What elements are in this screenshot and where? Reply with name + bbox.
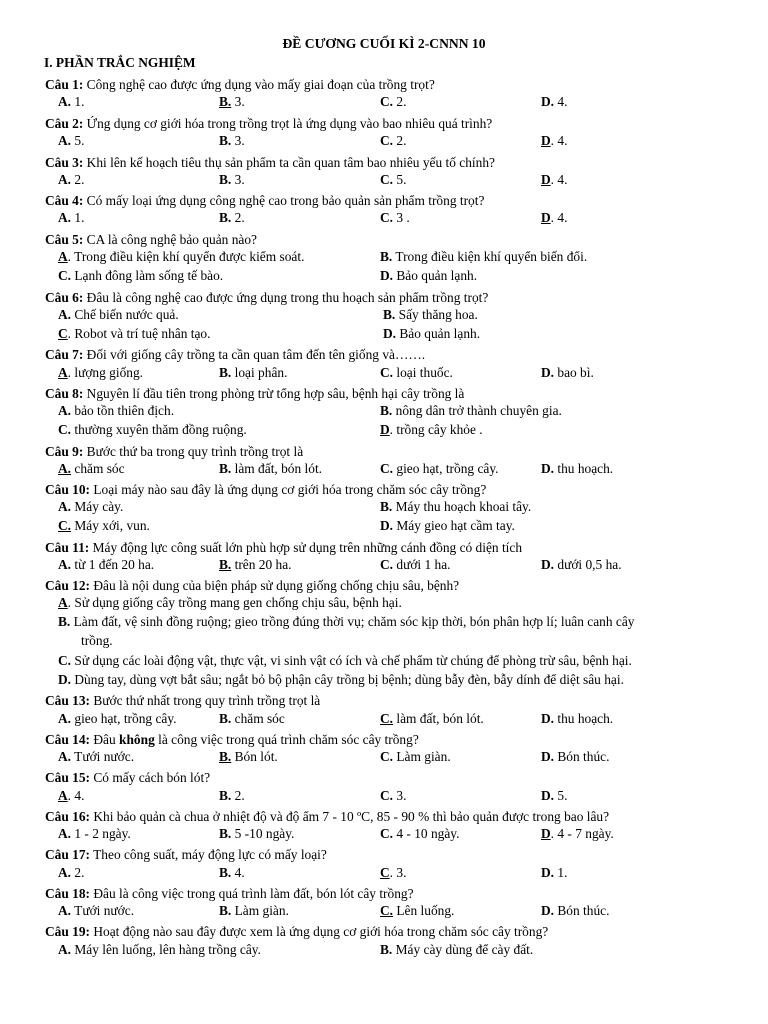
question-label: Câu 3: bbox=[45, 155, 84, 170]
option-letter: B. bbox=[380, 403, 393, 418]
option-10-a bbox=[58, 499, 123, 515]
option-text: trồng. bbox=[81, 633, 113, 648]
option-text: chăm sóc bbox=[231, 711, 285, 726]
option-letter: B. bbox=[219, 94, 232, 109]
option-3-c bbox=[380, 172, 406, 188]
option-text: dưới 1 ha. bbox=[393, 557, 451, 572]
option-letter: B. bbox=[219, 172, 232, 187]
option-letter: C. bbox=[58, 422, 72, 437]
question-18 bbox=[45, 884, 768, 903]
option-9-b bbox=[219, 461, 322, 477]
question-label: Câu 2: bbox=[45, 116, 84, 131]
option-7-d bbox=[541, 365, 594, 381]
option-10-b bbox=[380, 499, 531, 515]
question-label: Câu 6: bbox=[45, 290, 84, 305]
option-letter: A. bbox=[58, 499, 72, 514]
question-text: Hoạt động nào sau đây được xem là ứng dụng cơ giới hóa trong chăm sóc cây trồng? bbox=[90, 924, 549, 939]
option-text: 4 - 10 ngày. bbox=[393, 826, 460, 841]
option-15-a bbox=[58, 788, 84, 804]
option-6-a bbox=[58, 307, 179, 323]
option-letter: B. bbox=[380, 249, 393, 264]
option-text: . Robot và trí tuệ nhân tạo. bbox=[67, 326, 211, 341]
question-text: Khi lên kế hoạch tiêu thụ sản phẩm ta cần quan tâm bao nhiêu yếu tố chính? bbox=[83, 155, 495, 170]
option-letter: D. bbox=[541, 711, 555, 726]
option-text: thường xuyên thăm đồng ruộng. bbox=[71, 422, 247, 437]
question-9 bbox=[45, 442, 768, 461]
option-8-b bbox=[380, 403, 562, 419]
option-5-d bbox=[380, 268, 477, 284]
question-text: Bước thứ nhất trong quy trình trồng trọt là bbox=[90, 693, 321, 708]
option-letter: A bbox=[58, 249, 68, 264]
option-text: nông dân trở thành chuyên gia. bbox=[392, 403, 562, 418]
option-text: loại thuốc. bbox=[393, 365, 453, 380]
option-11-d bbox=[541, 557, 622, 573]
option-text: 3. bbox=[231, 94, 245, 109]
option-letter: C. bbox=[380, 365, 394, 380]
option-letter: D bbox=[541, 210, 551, 225]
option-letter: B. bbox=[380, 499, 393, 514]
option-text: . 3. bbox=[389, 865, 407, 880]
option-18-a bbox=[58, 903, 134, 919]
option-10-c bbox=[58, 518, 150, 534]
question-text: Đâu là nội dung của biện pháp sử dụng giống chống chịu sâu, bệnh? bbox=[90, 578, 460, 593]
option-text: . 4. bbox=[67, 788, 85, 803]
option-letter: C. bbox=[58, 653, 72, 668]
option-13-a bbox=[58, 711, 177, 727]
option-9-d bbox=[541, 461, 613, 477]
option-letter: B. bbox=[383, 307, 396, 322]
option-17-b bbox=[219, 865, 245, 881]
question-16 bbox=[45, 807, 768, 826]
option-letter: D. bbox=[380, 518, 394, 533]
question-13 bbox=[45, 691, 768, 710]
option-8-a bbox=[58, 403, 174, 419]
question-8 bbox=[45, 384, 768, 403]
option-text: thu hoạch. bbox=[554, 461, 614, 476]
option-17-a bbox=[58, 865, 84, 881]
option-letter: A bbox=[58, 595, 68, 610]
option-18-c bbox=[380, 903, 454, 919]
option-letter: B. bbox=[219, 461, 232, 476]
question-19 bbox=[45, 922, 768, 941]
option-text: chăm sóc bbox=[71, 461, 125, 476]
question-label: Câu 14: bbox=[45, 732, 91, 747]
option-letter: C. bbox=[380, 94, 394, 109]
option-text: 1. bbox=[554, 865, 568, 880]
option-text: Bón thúc. bbox=[554, 903, 610, 918]
option-13-b bbox=[219, 711, 285, 727]
option-text: Bón lót. bbox=[231, 749, 278, 764]
question-label: Câu 12: bbox=[45, 578, 91, 593]
option-text: Máy gieo hạt cầm tay. bbox=[393, 518, 515, 533]
option-11-b bbox=[219, 557, 292, 573]
option-text: Làm đất, vệ sinh đồng ruộng; gieo trồng đúng thời vụ; chăm sóc kịp thời, bón phân hợp lí; luân canh cây bbox=[70, 614, 635, 629]
option-12-1 bbox=[58, 595, 402, 611]
option-text: Sử dụng các loài động vật, thực vật, vi sinh vật có ích và chế phẩm từ chúng để phòng trừ sâu, bệnh hại. bbox=[71, 653, 632, 668]
question-text: Đối với giống cây trồng ta cần quan tâm đến tên giống và……. bbox=[83, 347, 426, 362]
question-text: Công nghệ cao được ứng dụng vào mấy giai đoạn của trồng trọt? bbox=[83, 77, 435, 92]
option-letter: A. bbox=[58, 403, 72, 418]
option-9-c bbox=[380, 461, 499, 477]
option-text: 3. bbox=[231, 133, 245, 148]
question-label: Câu 7: bbox=[45, 347, 84, 362]
question-text: CA là công nghệ bảo quản nào? bbox=[83, 232, 257, 247]
option-15-b bbox=[219, 788, 245, 804]
question-label: Câu 19: bbox=[45, 924, 91, 939]
question-text: Máy động lực công suất lớn phù hợp sử dụng trên những cánh đồng có diện tích bbox=[89, 540, 523, 555]
option-text: . 4. bbox=[550, 172, 568, 187]
option-letter: C. bbox=[58, 518, 72, 533]
option-text: Bảo quản lạnh. bbox=[393, 268, 478, 283]
question-text: Nguyên lí đầu tiên trong phòng trừ tổng hợp sâu, bệnh hại cây trồng là bbox=[83, 386, 465, 401]
question-label: Câu 13: bbox=[45, 693, 91, 708]
option-16-b bbox=[219, 826, 294, 842]
option-letter: A. bbox=[58, 903, 72, 918]
question-label: Câu 1: bbox=[45, 77, 84, 92]
option-text: Máy lên luống, lên hàng trồng cây. bbox=[71, 942, 261, 957]
option-letter: C. bbox=[380, 711, 394, 726]
option-text: 1. bbox=[71, 210, 85, 225]
question-5 bbox=[45, 230, 768, 249]
option-13-c bbox=[380, 711, 484, 727]
question-3 bbox=[45, 153, 768, 172]
option-12-5 bbox=[58, 672, 624, 688]
option-text: 3. bbox=[393, 788, 407, 803]
option-text: bao bì. bbox=[554, 365, 594, 380]
option-text: loại phân. bbox=[231, 365, 288, 380]
option-letter: C. bbox=[380, 210, 394, 225]
option-letter: B. bbox=[380, 942, 393, 957]
option-text: 2. bbox=[231, 210, 245, 225]
option-letter: B. bbox=[219, 788, 232, 803]
question-text: Ứng dụng cơ giới hóa trong trồng trọt là ứng dụng vào bao nhiêu quá trình? bbox=[83, 116, 493, 131]
option-19-a bbox=[58, 942, 261, 958]
question-6 bbox=[45, 288, 768, 307]
option-letter: A. bbox=[58, 711, 72, 726]
option-letter: D. bbox=[541, 788, 555, 803]
question-text: Đâu là công việc trong quá trình làm đất, bón lót cây trồng? bbox=[90, 886, 414, 901]
option-15-c bbox=[380, 788, 406, 804]
section-heading: I. PHẦN TRẮC NGHIỆM bbox=[44, 55, 196, 70]
option-text: trên 20 ha. bbox=[231, 557, 292, 572]
option-text: 1. bbox=[71, 94, 85, 109]
option-letter: C. bbox=[380, 172, 394, 187]
question-7 bbox=[45, 345, 768, 364]
question-1 bbox=[45, 75, 768, 94]
option-letter: A bbox=[58, 788, 68, 803]
option-15-d bbox=[541, 788, 567, 804]
option-letter: D. bbox=[541, 365, 555, 380]
option-16-c bbox=[380, 826, 459, 842]
option-6-d bbox=[383, 326, 480, 342]
option-letter: A bbox=[58, 365, 68, 380]
option-letter: D. bbox=[383, 326, 397, 341]
option-12-3 bbox=[81, 633, 113, 649]
question-text: Đâu là công nghệ cao được ứng dụng trong thu hoạch sản phẩm trồng trọt? bbox=[83, 290, 489, 305]
option-letter: C bbox=[58, 326, 68, 341]
option-letter: B. bbox=[219, 365, 232, 380]
option-text: 2. bbox=[71, 172, 85, 187]
option-letter: B. bbox=[219, 865, 232, 880]
option-text: Làm giàn. bbox=[393, 749, 451, 764]
option-letter: D. bbox=[541, 865, 555, 880]
option-text: 2. bbox=[393, 94, 407, 109]
question-text: Đâu bbox=[90, 732, 120, 747]
option-letter: C. bbox=[380, 749, 394, 764]
question-label: Câu 11: bbox=[45, 540, 90, 555]
option-11-c bbox=[380, 557, 451, 573]
question-text: Theo công suất, máy động lực có mấy loại? bbox=[90, 847, 327, 862]
option-letter: C. bbox=[58, 268, 72, 283]
option-17-d bbox=[541, 865, 567, 881]
question-2 bbox=[45, 114, 768, 133]
option-2-c bbox=[380, 133, 406, 149]
option-text: Làm giàn. bbox=[231, 903, 289, 918]
option-2-a bbox=[58, 133, 84, 149]
option-3-a bbox=[58, 172, 84, 188]
option-text: 5 -10 ngày. bbox=[231, 826, 295, 841]
option-7-c bbox=[380, 365, 453, 381]
question-text: là công việc trong quá trình chăm sóc cây trồng? bbox=[154, 732, 419, 747]
option-letter: C. bbox=[380, 557, 394, 572]
question-label: Câu 15: bbox=[45, 770, 91, 785]
question-text: Loại máy nào sau đây là ứng dụng cơ giới hóa trong chăm sóc cây trồng? bbox=[90, 482, 487, 497]
question-label: Câu 5: bbox=[45, 232, 84, 247]
option-5-c bbox=[58, 268, 223, 284]
question-label: Câu 9: bbox=[45, 444, 84, 459]
option-letter: D. bbox=[541, 461, 555, 476]
option-8-d bbox=[380, 422, 483, 438]
question-text: Có mấy loại ứng dụng công nghệ cao trong bảo quản sản phẩm trồng trọt? bbox=[83, 193, 485, 208]
option-text: . Sử dụng giống cây trồng mang gen chống chịu sâu, bệnh hại. bbox=[67, 595, 402, 610]
question-11 bbox=[45, 538, 768, 557]
option-4-a bbox=[58, 210, 84, 226]
question-label: Câu 18: bbox=[45, 886, 91, 901]
option-text: 5. bbox=[71, 133, 85, 148]
option-letter: B. bbox=[219, 557, 232, 572]
option-11-a bbox=[58, 557, 154, 573]
question-text: Có mấy cách bón lót? bbox=[90, 770, 211, 785]
option-letter: B. bbox=[219, 903, 232, 918]
option-text: bảo tồn thiên địch. bbox=[71, 403, 175, 418]
option-letter: C. bbox=[380, 133, 394, 148]
option-text: . 4 - 7 ngày. bbox=[550, 826, 614, 841]
option-5-a bbox=[58, 249, 304, 265]
option-4-c bbox=[380, 210, 410, 226]
option-letter: D. bbox=[541, 903, 555, 918]
option-14-a bbox=[58, 749, 134, 765]
option-2-b bbox=[219, 133, 245, 149]
option-text: . Trong điều kiện khí quyển được kiểm soát. bbox=[67, 249, 305, 264]
option-letter: C. bbox=[380, 788, 394, 803]
option-text: làm đất, bón lót. bbox=[231, 461, 323, 476]
option-letter: A. bbox=[58, 133, 72, 148]
option-10-d bbox=[380, 518, 515, 534]
option-text: 4. bbox=[554, 94, 568, 109]
option-letter: C. bbox=[380, 903, 394, 918]
option-14-b bbox=[219, 749, 278, 765]
question-label: Câu 8: bbox=[45, 386, 84, 401]
option-letter: C. bbox=[380, 461, 394, 476]
option-text: Máy cày dùng để cày đất. bbox=[392, 942, 534, 957]
option-letter: C. bbox=[380, 826, 394, 841]
question-emphasis: không bbox=[119, 732, 155, 747]
option-letter: B. bbox=[219, 210, 232, 225]
option-letter: A. bbox=[58, 210, 72, 225]
option-text: Bảo quản lạnh. bbox=[396, 326, 481, 341]
option-14-c bbox=[380, 749, 451, 765]
question-12 bbox=[45, 576, 768, 595]
option-4-d bbox=[541, 210, 567, 226]
option-text: Sấy thăng hoa. bbox=[395, 307, 478, 322]
option-letter: A. bbox=[58, 942, 72, 957]
option-text: . lượng giống. bbox=[67, 365, 144, 380]
option-19-b bbox=[380, 942, 533, 958]
option-12-2 bbox=[58, 614, 635, 630]
option-text: . 4. bbox=[550, 133, 568, 148]
question-label: Câu 17: bbox=[45, 847, 91, 862]
option-text: Máy xới, vun. bbox=[71, 518, 150, 533]
option-7-b bbox=[219, 365, 287, 381]
option-letter: D bbox=[541, 826, 551, 841]
option-17-c bbox=[380, 865, 406, 881]
option-letter: A. bbox=[58, 749, 72, 764]
document-title: ĐỀ CƯƠNG CUỐI KÌ 2-CNNN 10 bbox=[282, 36, 486, 51]
option-1-d bbox=[541, 94, 567, 110]
option-6-c bbox=[58, 326, 210, 342]
option-letter: A. bbox=[58, 461, 72, 476]
option-letter: D. bbox=[541, 749, 555, 764]
option-letter: B. bbox=[219, 749, 232, 764]
option-letter: D bbox=[541, 133, 551, 148]
option-5-b bbox=[380, 249, 587, 265]
option-4-b bbox=[219, 210, 245, 226]
option-letter: A. bbox=[58, 826, 72, 841]
option-text: Máy thu hoạch khoai tây. bbox=[392, 499, 532, 514]
question-10 bbox=[45, 480, 768, 499]
option-text: 2. bbox=[393, 133, 407, 148]
option-7-a bbox=[58, 365, 143, 381]
option-3-d bbox=[541, 172, 567, 188]
option-13-d bbox=[541, 711, 613, 727]
option-letter: A. bbox=[58, 94, 72, 109]
question-17 bbox=[45, 845, 768, 864]
option-text: từ 1 đến 20 ha. bbox=[71, 557, 155, 572]
option-letter: A. bbox=[58, 307, 72, 322]
option-16-a bbox=[58, 826, 131, 842]
option-text: 5. bbox=[554, 788, 568, 803]
option-1-c bbox=[380, 94, 406, 110]
option-text: Trong điều kiện khí quyển biến đổi. bbox=[392, 249, 588, 264]
option-text: 3. bbox=[231, 172, 245, 187]
option-18-b bbox=[219, 903, 289, 919]
option-letter: D bbox=[380, 422, 390, 437]
question-label: Câu 16: bbox=[45, 809, 91, 824]
question-text: Khi bảo quản cà chua ở nhiệt độ và độ ẩm 7 - 10 ºC, 85 - 90 % thì bảo quản được trong bao lâu? bbox=[90, 809, 610, 824]
option-text: 2. bbox=[71, 865, 85, 880]
option-text: 5. bbox=[393, 172, 407, 187]
option-6-b bbox=[383, 307, 478, 323]
option-letter: A. bbox=[58, 172, 72, 187]
option-text: gieo hạt, trồng cây. bbox=[71, 711, 177, 726]
option-text: 1 - 2 ngày. bbox=[71, 826, 131, 841]
option-letter: D. bbox=[58, 672, 72, 687]
option-text: 3 . bbox=[393, 210, 410, 225]
option-text: Dùng tay, dùng vợt bắt sâu; ngắt bỏ bộ phận cây trồng bị bệnh; dùng bẫy đèn, bẫy dính để diệt sâu hại. bbox=[71, 672, 624, 687]
question-15 bbox=[45, 768, 768, 787]
option-letter: D. bbox=[380, 268, 394, 283]
option-letter: A. bbox=[58, 557, 72, 572]
option-3-b bbox=[219, 172, 245, 188]
option-text: 2. bbox=[231, 788, 245, 803]
option-letter: B. bbox=[219, 711, 232, 726]
option-text: . 4. bbox=[550, 210, 568, 225]
option-text: Chế biến nước quả. bbox=[71, 307, 179, 322]
option-text: Tưới nước. bbox=[71, 903, 135, 918]
option-1-b bbox=[219, 94, 245, 110]
option-8-c bbox=[58, 422, 247, 438]
option-2-d bbox=[541, 133, 567, 149]
option-1-a bbox=[58, 94, 84, 110]
question-14 bbox=[45, 730, 768, 749]
question-text: Bước thứ ba trong quy trình trồng trọt là bbox=[83, 444, 304, 459]
option-text: Tưới nước. bbox=[71, 749, 135, 764]
option-16-d bbox=[541, 826, 614, 842]
option-letter: A. bbox=[58, 865, 72, 880]
option-text: thu hoạch. bbox=[554, 711, 614, 726]
option-letter: B. bbox=[219, 133, 232, 148]
option-text: Máy cày. bbox=[71, 499, 124, 514]
question-label: Câu 4: bbox=[45, 193, 84, 208]
option-text: gieo hạt, trồng cây. bbox=[393, 461, 499, 476]
option-text: Bón thúc. bbox=[554, 749, 610, 764]
option-letter: D. bbox=[541, 94, 555, 109]
option-letter: B. bbox=[219, 826, 232, 841]
option-text: làm đất, bón lót. bbox=[393, 711, 484, 726]
option-18-d bbox=[541, 903, 609, 919]
option-letter: C bbox=[380, 865, 390, 880]
option-14-d bbox=[541, 749, 609, 765]
option-text: 4. bbox=[231, 865, 245, 880]
option-9-a bbox=[58, 461, 125, 477]
option-text: . trồng cây khỏe . bbox=[389, 422, 483, 437]
option-letter: D bbox=[541, 172, 551, 187]
option-text: Lạnh đông làm sống tế bào. bbox=[71, 268, 224, 283]
option-letter: B. bbox=[58, 614, 71, 629]
option-text: Lên luống. bbox=[393, 903, 455, 918]
option-text: dưới 0,5 ha. bbox=[554, 557, 622, 572]
option-letter: D. bbox=[541, 557, 555, 572]
question-label: Câu 10: bbox=[45, 482, 91, 497]
option-12-4 bbox=[58, 653, 632, 669]
question-4 bbox=[45, 191, 768, 210]
